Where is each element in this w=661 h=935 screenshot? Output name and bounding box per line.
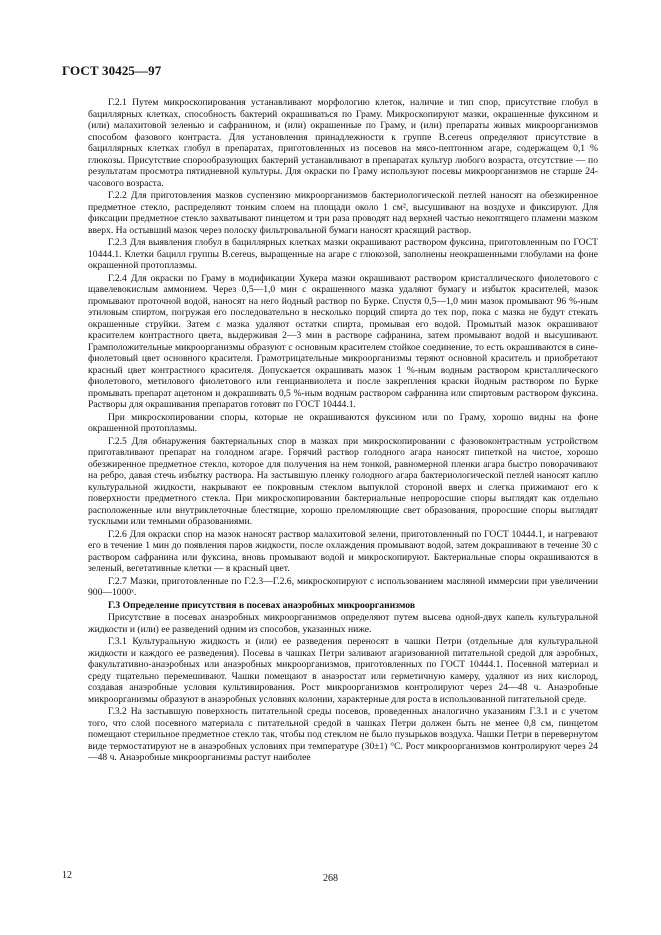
paragraph-g32: Г.3.2 На застывшую поверхность питательной среды посевов, проведенных аналогично указаниям Г.3.1 и с учетом того, что слой посевного материала с питательной средой в чашках Петри должен быть не менее 0,8 см, пинцетом помещают стерильное предметное стекло так, чтобы под стеклом не было пузырьков воздуха. Чашки Петри в перевернутом виде термостатируют не в анаэробных условиях при температуре (30±1) °С. Рост микроорганизмов контролируют через 24—48 ч. Анаэробные микроорганизмы растут наиболее [88, 706, 598, 763]
paragraph-spores-note: При микроскопировании споры, которые не окрашиваются фуксином или по Граму, хорошо видны на фоне окрашенной протоплазмы. [88, 411, 598, 434]
paragraph-g23: Г.2.3 Для выявления глобул в бациллярных клетках мазки окрашивают раствором фуксина, приготовленным по ГОСТ 10444.1. Клетки бацилл группы B.cereus, выращенные на агаре с глюкозой, заполнены неокрашенными глобулами на фоне окрашенной протоплазмы. [88, 237, 598, 271]
paragraph-g22: Г.2.2 Для приготовления мазков суспензию микроорганизмов бактериологической петлей наносят на обезжиренное предметное стекло, распределяют тонким слоем на площади около 1 см², высушивают на воздухе и фиксируют. Для фиксации предметное стекло захватывают пинцетом и три раза проводят над верхней частью некоптящего пламени мазком вверх. На остывший мазок через полоску фильтровальной бумаги наносят красящий раствор. [88, 190, 598, 236]
paragraph-g26: Г.2.6 Для окраски спор на мазок наносят раствор малахитовой зелени, приготовленный по ГОСТ 10444.1, и нагревают его в течение 1 мин до появления паров жидкости, после охлаждения промывают водой, затем докрашивают в течение 30 с раствором сафранина или фуксина, вновь промывают водой и микроскопируют. Бактериальные споры окрашиваются в зеленый, вегетативные клетки — в красный цвет. [88, 528, 598, 574]
paragraph-g21: Г.2.1 Путем микроскопирования устанавливают морфологию клеток, наличие и тип спор, присутствие глобул в бациллярных клетках, способность бактерий окрашиваться по Граму. Микроскопируют мазки, окрашенные фуксином и (или) малахитовой зеленью и сафранином, и (или) окрашенные по Граму, и (или) препараты живых микроорганизмов способом фазового контраста. Для установления принадлежности к группе B.cereus определяют присутствие в бациллярных клетках глобул в препаратах, приготовленных из посевов на мясо-пептонном агаре, содержащем 0,1 % глюкозы. Присутствие спорообразующих бактерий устанавливают в препаратах культур любого возраста, отсутствие — по результатам просмотра пятидневной культуры. Для окраски по Граму используют посевы микроорганизмов не старше 24-часового возраста. [88, 97, 598, 189]
paragraph-g31: Г.3.1 Культуральную жидкость и (или) ее разведения переносят в чашки Петри (отдельные для культуральной жидкости и каждого ее разведения). Посевы в чашках Петри заливают агаризованной питательной средой для аэробных, факультативно-анаэробных или анаэробных микроорганизмов, приготовленных по ГОСТ 10444.1. Посевной материал и среду тщательно перемешивают. Чашки помещают в анаэростат или герметичную камеру, удаляют из них кислород, создавая анаэробные условия культивирования. Рост микроорганизмов контролируют через 24—48 ч. Анаэробные микроорганизмы образуют в анаэробных условиях колонии, характерные для роста в использованной питательной среде. [88, 636, 598, 705]
footer-left-number: 12 [62, 870, 72, 881]
paragraph-g25: Г.2.5 Для обнаружения бактериальных спор в мазках при микроскопировании с фазовоконтрастным устройством приготавливают препарат на голодном агаре. Горячий раствор голодного агара наносят пипеткой на чистое, хорошо обезжиренное предметное стекло, которое для получения на нем тонкой, равномерной пленки агара быстро поворачивают на ребро, давая стечь избытку раствора. На застывшую пленку голодного агара бактериологической петлей наносят каплю культуральной жидкости, накрывают ее покровным стеклом выпуклой стороной вверх и слегка прижимают его к поверхности предметного стекла. При микроскопировании бактериальные непроросшие споры выглядят как отдельно расположенные или внутриклеточные блестящие, хорошо преломляющие свет образования, проросшие споры выглядят тусклыми или темными образованиями. [88, 435, 598, 527]
section-heading-g3: Г.3 Определение присутствия в посевах анаэробных микроорганизмов [108, 599, 416, 611]
page-number: 268 [323, 873, 338, 884]
paragraph-g24: Г.2.4 Для окраски по Граму в модификации Хукера мазки окрашивают раствором кристаллического фиолетового с щавелевокислым аммонием. Через 0,5—1,0 мин с окрашенного мазка удаляют бумагу и избыток красителей, мазок промывают проточной водой, наносят на него йодный раствор по Бурке. Спустя 0,5—1,0 мин мазок промывают 96 %-ным этиловым спиртом, погружая его последовательно в несколько порций спирта до тех пор, пока с мазка не будут стекать окрашенные струйки. Затем с мазка удаляют остатки спирта, промывая его водой. Промытый мазок окрашивают красителем контрастного цвета, выдерживая 2—3 мин в растворе сафранина, затем промывают водой и высушивают. Грамположительные микроорганизмы образуют с основным красителем стойкое соединение, то есть окрашиваются в сине-фиолетовый цвет основного красителя. Грамотрицательные микроорганизмы теряют основной краситель и приобретают красный цвет контрастного красителя. Допускается окрашивать мазок 1 %-ным водным раствором кристаллического фиолетового, метилового фиолетового или генцианвиолета и после закрепления краски йодным раствором по Бурке промывать препарат ацетоном и докрашивать 0,5 %-ным водным раствором сафранина или спиртовым раствором фуксина. Растворы для окрашивания препаратов готовят по ГОСТ 10444.1. [88, 272, 598, 410]
standard-header: ГОСТ 30425—97 [62, 63, 162, 78]
paragraph-g27: Г.2.7 Мазки, приготовленные по Г.2.3—Г.2.6, микроскопируют с использованием масляной иммерсии при увеличении 900—1000ˣ. [88, 575, 598, 598]
document-body [88, 97, 598, 765]
paragraph-g3-intro: Присутствие в посевах анаэробных микроорганизмов определяют путем высева одной-двух капель культуральной жидкости и (или) ее разведений одним из способов, указанных ниже. [88, 612, 598, 635]
